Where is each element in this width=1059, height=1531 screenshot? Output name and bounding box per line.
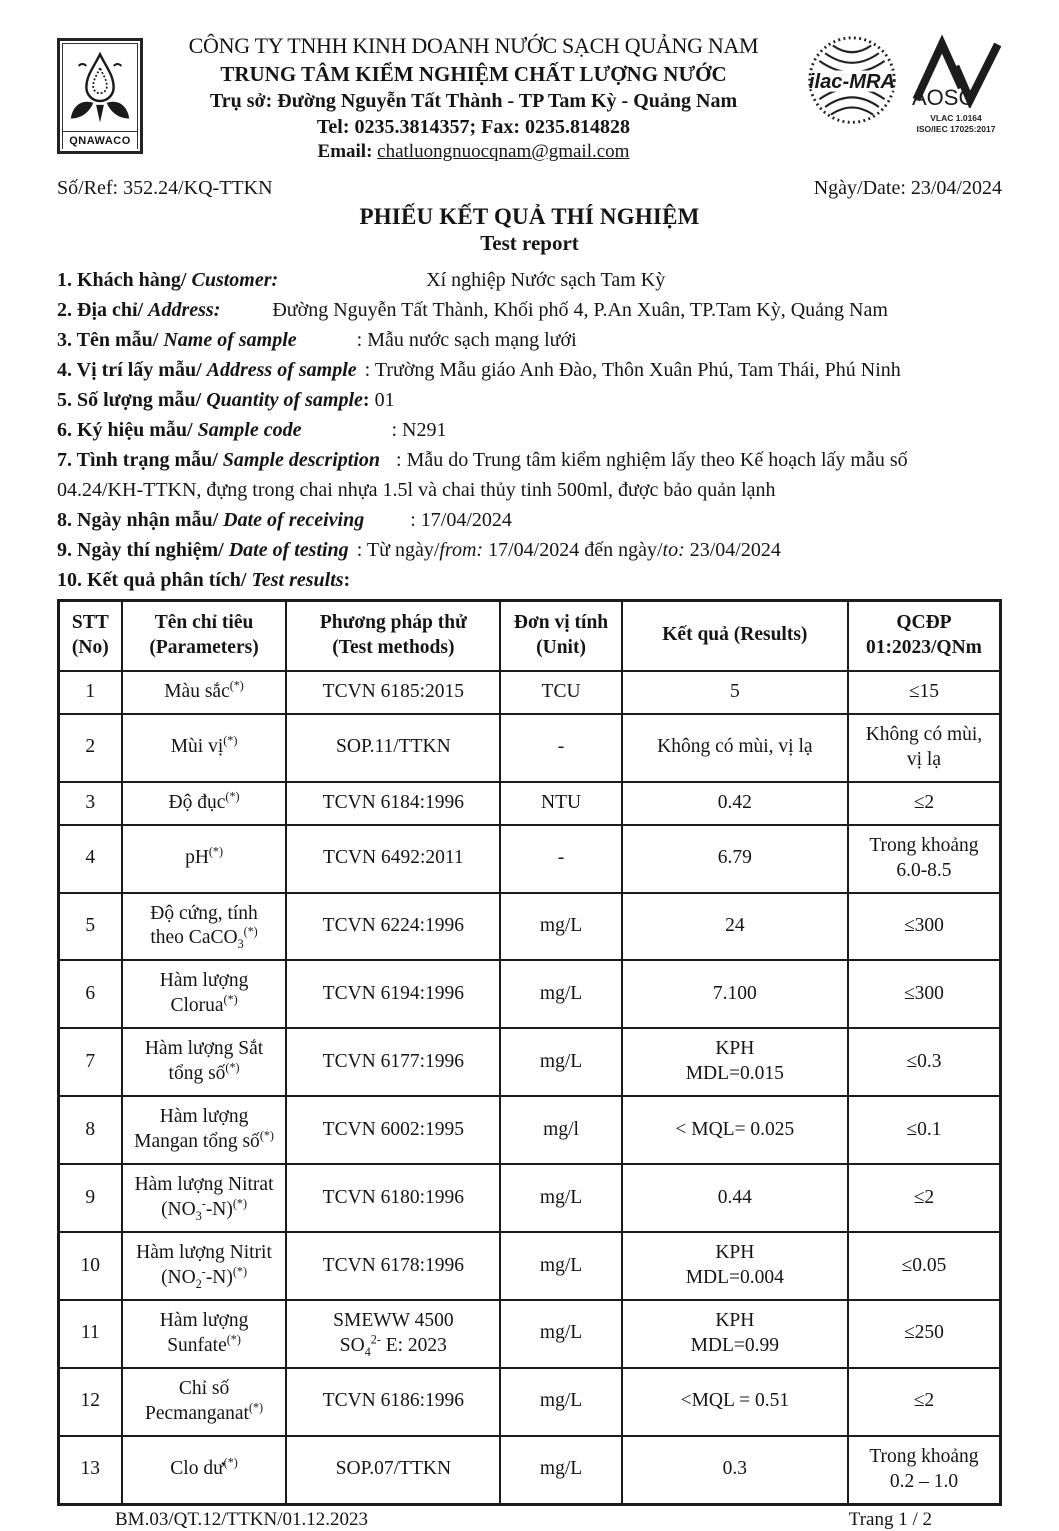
- col-unit: mg/L: [500, 893, 622, 961]
- col-result: Không có mùi, vị lạ: [622, 714, 848, 782]
- col-parameter: Chỉ số Pecmanganat(*): [122, 1368, 287, 1436]
- svg-text:AOSC: AOSC: [912, 85, 975, 108]
- column-header: Kết quả (Results): [622, 600, 848, 670]
- info-value: : N291: [391, 418, 447, 441]
- col-method: SMEWW 4500 $SO_4^{2-}$ E: 2023: [286, 1300, 500, 1368]
- col-unit: mg/L: [500, 1300, 622, 1368]
- info-label: 3. Tên mẫu/ Name of sample: [57, 328, 297, 351]
- col-method: TCVN 6184:1996: [286, 782, 500, 825]
- col-result: 0.3: [622, 1436, 848, 1504]
- info-item-5: [57, 385, 1002, 415]
- result-row: [59, 1436, 1001, 1504]
- column-header: Phương pháp thử (Test methods): [286, 600, 500, 670]
- water-drop-hands-icon: [63, 44, 137, 131]
- info-label: 6. Ký hiệu mẫu/ Sample code: [57, 418, 302, 441]
- col-limit: ≤0.3: [848, 1028, 1001, 1096]
- column-header: Đơn vị tính (Unit): [500, 600, 622, 670]
- result-row: [59, 714, 1001, 782]
- document-date: Ngày/Date: 23/04/2024: [813, 176, 1002, 199]
- info-value: : Từ ngày/from: 17/04/2024 đến ngày/to: 23/04/2024: [356, 538, 781, 561]
- info-value: 01: [374, 388, 395, 411]
- info-label: 8. Ngày nhận mẫu/ Date of receiving: [57, 508, 365, 531]
- result-row: [59, 782, 1001, 825]
- col-parameter: Độ đục(*): [122, 782, 287, 825]
- info-value: Xí nghiệp Nước sạch Tam Kỳ: [426, 268, 666, 291]
- col-method: TCVN 6186:1996: [286, 1368, 500, 1436]
- col-parameter: Hàm lượng Nitrat $(NO_3^--N)^{(*)}$: [122, 1164, 287, 1232]
- qnawaco-logo-frame: [62, 43, 138, 149]
- info-value: : 17/04/2024: [410, 508, 512, 531]
- col-no: 6: [59, 960, 122, 1028]
- result-row: [59, 1300, 1001, 1368]
- page-footer: [57, 1509, 1002, 1531]
- aosc-standard: ISO/IEC 17025:2017: [916, 124, 996, 135]
- col-no: 10: [59, 1232, 122, 1300]
- info-label: 9. Ngày thí nghiệm/ Date of testing: [57, 538, 349, 561]
- document-ref: Số/Ref: 352.24/KQ-TTKN: [57, 176, 273, 199]
- col-no: 1: [59, 671, 122, 714]
- info-item-1: [57, 265, 1002, 295]
- col-result: 6.79: [622, 825, 848, 893]
- qnawaco-logo-text: QNAWACO: [63, 131, 137, 149]
- result-row: [59, 1164, 1001, 1232]
- col-limit: ≤2: [848, 1164, 1001, 1232]
- col-method: SOP.11/TTKN: [286, 714, 500, 782]
- result-row: [59, 825, 1001, 893]
- col-no: 11: [59, 1300, 122, 1368]
- result-row: [59, 1096, 1001, 1164]
- email-label: Email:: [317, 140, 373, 162]
- col-no: 2: [59, 714, 122, 782]
- col-no: 7: [59, 1028, 122, 1096]
- col-method: TCVN 6180:1996: [286, 1164, 500, 1232]
- col-result: 7.100: [622, 960, 848, 1028]
- page-number: Trang 1 / 2: [848, 1508, 932, 1530]
- col-no: 5: [59, 893, 122, 961]
- col-limit: Trong khoảng 0.2 – 1.0: [848, 1436, 1001, 1504]
- col-method: TCVN 6002:1995: [286, 1096, 500, 1164]
- meta-row: [57, 177, 1002, 200]
- column-header: STT (No): [59, 600, 122, 670]
- info-label: 2. Địa chỉ/ Address:: [57, 298, 221, 321]
- col-limit: Không có mùi, vị lạ: [848, 714, 1001, 782]
- col-no: 3: [59, 782, 122, 825]
- col-parameter: Hàm lượng Nitrit $(NO_2^--N)^{(*)}$: [122, 1232, 287, 1300]
- info-value: : Trường Mẫu giáo Anh Đào, Thôn Xuân Phú, Tam Thái, Phú Ninh: [364, 358, 901, 381]
- col-unit: mg/L: [500, 1164, 622, 1232]
- org-tel-fax: Tel: 0235.3814357; Fax: 0235.814828: [316, 115, 631, 138]
- col-parameter: pH(*): [122, 825, 287, 893]
- letterhead: [57, 24, 1002, 165]
- col-no: 8: [59, 1096, 122, 1164]
- col-method: TCVN 6492:2011: [286, 825, 500, 893]
- col-unit: mg/l: [500, 1096, 622, 1164]
- col-limit: ≤300: [848, 960, 1001, 1028]
- page-subtitle: Test report: [480, 230, 579, 255]
- info-value-line2: 04.24/KH-TTKN, đựng trong chai nhựa 1.5l và chai thủy tinh 500ml, được bảo quản lạnh: [57, 478, 776, 501]
- col-result: 0.42: [622, 782, 848, 825]
- result-row: [59, 671, 1001, 714]
- col-no: 9: [59, 1164, 122, 1232]
- qnawaco-logo: [57, 38, 143, 154]
- col-method: TCVN 6224:1996: [286, 893, 500, 961]
- results-table-header-row: [59, 600, 1001, 670]
- col-unit: NTU: [500, 782, 622, 825]
- col-limit: ≤250: [848, 1300, 1001, 1368]
- info-value: Đường Nguyễn Tất Thành, Khối phố 4, P.An Xuân, TP.Tam Kỳ, Quảng Nam: [272, 298, 888, 321]
- results-table-body: [59, 671, 1001, 1504]
- col-no: 12: [59, 1368, 122, 1436]
- info-item-6: [57, 415, 1002, 445]
- col-limit: ≤15: [848, 671, 1001, 714]
- col-limit: Trong khoảng 6.0-8.5: [848, 825, 1001, 893]
- column-header: QCĐP 01:2023/QNm: [848, 600, 1001, 670]
- col-no: 4: [59, 825, 122, 893]
- ilac-mra-icon: [804, 34, 900, 135]
- col-parameter: Hàm lượng Clorua(*): [122, 960, 287, 1028]
- info-item-9: [57, 535, 1002, 565]
- results-heading: 10. Kết quả phân tích/ Test results:: [57, 568, 351, 591]
- col-unit: mg/L: [500, 1232, 622, 1300]
- col-result: 0.44: [622, 1164, 848, 1232]
- col-unit: mg/L: [500, 1028, 622, 1096]
- col-unit: mg/L: [500, 1436, 622, 1504]
- col-method: SOP.07/TTKN: [286, 1436, 500, 1504]
- form-code: BM.03/QT.12/TTKN/01.12.2023: [115, 1508, 368, 1530]
- col-parameter: Độ cứng, tính theo CaCO$_3$(*): [122, 893, 287, 961]
- accreditation-marks: [804, 24, 1002, 136]
- col-limit: ≤2: [848, 782, 1001, 825]
- col-unit: -: [500, 714, 622, 782]
- org-address: Trụ sở: Đường Nguyễn Tất Thành - TP Tam Kỳ - Quảng Nam: [209, 89, 738, 112]
- info-value: : Mẫu do Trung tâm kiểm nghiệm lấy theo Kế hoạch lấy mẫu số: [396, 448, 908, 471]
- info-label: 4. Vị trí lấy mẫu/ Address of sample: [57, 358, 357, 381]
- info-item-2: [57, 295, 1002, 325]
- col-limit: ≤0.1: [848, 1096, 1001, 1164]
- col-unit: -: [500, 825, 622, 893]
- result-row: [59, 1368, 1001, 1436]
- org-header-text: [143, 24, 804, 165]
- col-parameter: Hàm lượng Sắt tổng số(*): [122, 1028, 287, 1096]
- col-parameter: Clo dư(*): [122, 1436, 287, 1504]
- col-method: TCVN 6177:1996: [286, 1028, 500, 1096]
- aosc-icon: [910, 34, 1002, 136]
- col-method: TCVN 6178:1996: [286, 1232, 500, 1300]
- col-parameter: Hàm lượng Mangan tổng số(*): [122, 1096, 287, 1164]
- info-value: : Mẫu nước sạch mạng lưới: [356, 328, 577, 351]
- col-unit: mg/L: [500, 1368, 622, 1436]
- col-method: TCVN 6194:1996: [286, 960, 500, 1028]
- email-address[interactable]: chatluongnuocqnam@gmail.com: [377, 140, 630, 162]
- info-label: 5. Số lượng mẫu/ Quantity of sample:: [57, 388, 370, 411]
- col-unit: TCU: [500, 671, 622, 714]
- col-result: <MQL = 0.51: [622, 1368, 848, 1436]
- results-table: [57, 599, 1002, 1506]
- info-label: 1. Khách hàng/ Customer:: [57, 268, 279, 291]
- column-header: Tên chỉ tiêu (Parameters): [122, 600, 287, 670]
- col-limit: ≤0.05: [848, 1232, 1001, 1300]
- company-name: CÔNG TY TNHH KINH DOANH NƯỚC SẠCH QUẢNG NAM: [188, 33, 759, 58]
- info-item-4: [57, 355, 1002, 385]
- result-row: [59, 960, 1001, 1028]
- result-row: [59, 893, 1001, 961]
- info-item-7: [57, 445, 1002, 505]
- col-unit: mg/L: [500, 960, 622, 1028]
- col-limit: ≤300: [848, 893, 1001, 961]
- col-result: 24: [622, 893, 848, 961]
- col-result: KPH MDL=0.004: [622, 1232, 848, 1300]
- info-item-8: [57, 505, 1002, 535]
- info-label: 7. Tình trạng mẫu/ Sample description: [57, 448, 381, 471]
- svg-text:ilac-MRA: ilac-MRA: [808, 70, 896, 93]
- col-result: 5: [622, 671, 848, 714]
- col-parameter: Màu sắc(*): [122, 671, 287, 714]
- info-list: [57, 265, 1002, 565]
- col-method: TCVN 6185:2015: [286, 671, 500, 714]
- result-row: [59, 1028, 1001, 1096]
- info-item-3: [57, 325, 1002, 355]
- org-email-line: [143, 140, 804, 165]
- center-name: TRUNG TÂM KIỂM NGHIỆM CHẤT LƯỢNG NƯỚC: [220, 61, 727, 86]
- col-no: 13: [59, 1436, 122, 1504]
- aosc-accreditation-no: VLAC 1.0164: [930, 113, 982, 123]
- page-title: PHIẾU KẾT QUẢ THÍ NGHIỆM: [359, 203, 700, 229]
- col-parameter: Mùi vị(*): [122, 714, 287, 782]
- result-row: [59, 1232, 1001, 1300]
- col-limit: ≤2: [848, 1368, 1001, 1436]
- col-result: KPH MDL=0.015: [622, 1028, 848, 1096]
- col-result: KPH MDL=0.99: [622, 1300, 848, 1368]
- col-result: < MQL= 0.025: [622, 1096, 848, 1164]
- col-parameter: Hàm lượng Sunfate(*): [122, 1300, 287, 1368]
